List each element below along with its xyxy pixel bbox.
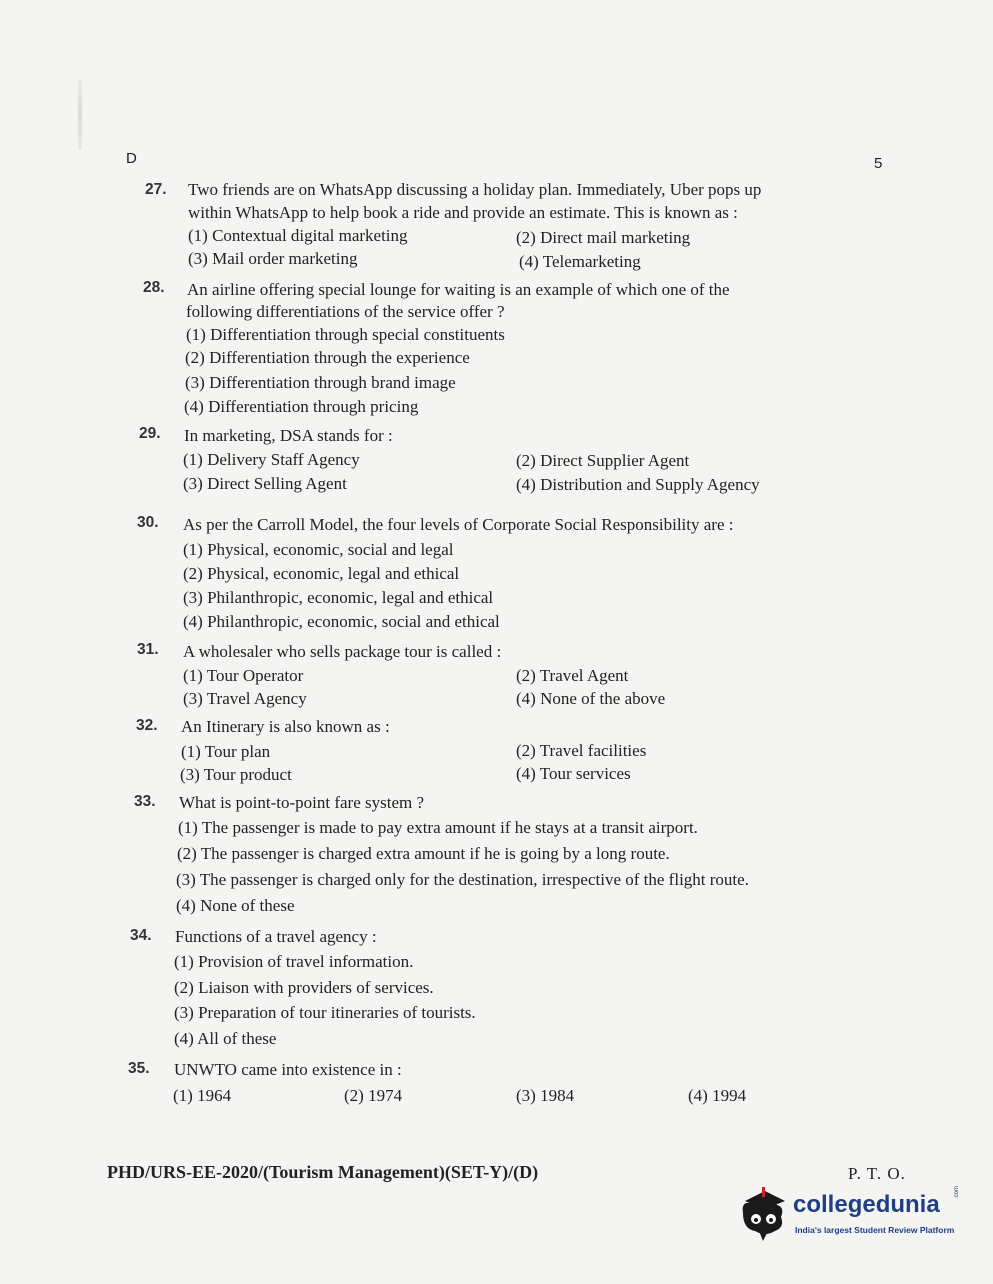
option: (2) The passenger is charged extra amount if he is going by a long route. bbox=[177, 844, 670, 863]
question-number: 30. bbox=[137, 514, 159, 531]
question-number: 33. bbox=[134, 793, 156, 810]
option: (4) None of the above bbox=[516, 689, 666, 708]
question-text: An Itinerary is also known as : bbox=[181, 717, 390, 736]
option: (2) Liaison with providers of services. bbox=[174, 978, 434, 997]
question-text: UNWTO came into existence in : bbox=[174, 1060, 402, 1079]
option: (2) Differentiation through the experience bbox=[185, 348, 470, 367]
question-number: 27. bbox=[145, 181, 167, 198]
question-number: 31. bbox=[137, 641, 159, 658]
option: (1) Provision of travel information. bbox=[174, 952, 414, 971]
question-text: following differentiations of the service offer ? bbox=[186, 302, 505, 321]
option: (3) Differentiation through brand image bbox=[185, 373, 456, 392]
question-number: 28. bbox=[143, 279, 165, 296]
question-text: What is point-to-point fare system ? bbox=[179, 793, 425, 812]
brand-dotcom: .com bbox=[954, 1185, 960, 1199]
option: (1) Delivery Staff Agency bbox=[183, 450, 360, 469]
option: (1) Physical, economic, social and legal bbox=[183, 540, 454, 559]
option: (1) Contextual digital marketing bbox=[188, 226, 408, 245]
option: (4) All of these bbox=[174, 1029, 277, 1048]
paper-code: PHD/URS-EE-2020/(Tourism Management)(SET-Y)/(D) bbox=[107, 1162, 539, 1182]
option: (2) Physical, economic, legal and ethical bbox=[183, 564, 460, 583]
option: (2) Travel Agent bbox=[516, 666, 629, 685]
option: (2) 1974 bbox=[344, 1086, 403, 1105]
option: (1) 1964 bbox=[173, 1086, 232, 1105]
option: (2) Travel facilities bbox=[516, 741, 647, 760]
question-text: In marketing, DSA stands for : bbox=[184, 426, 393, 445]
option: (1) Differentiation through special constituents bbox=[186, 325, 505, 344]
question-text: Two friends are on WhatsApp discussing a holiday plan. Immediately, Uber pops up bbox=[188, 180, 762, 199]
page-number: 5 bbox=[874, 155, 883, 172]
option: (2) Direct Supplier Agent bbox=[516, 451, 690, 470]
option: (4) Distribution and Supply Agency bbox=[516, 475, 760, 494]
option: (3) Direct Selling Agent bbox=[183, 474, 347, 493]
option: (3) Mail order marketing bbox=[188, 249, 358, 268]
brand-name: collegedunia bbox=[793, 1191, 940, 1218]
question-number: 35. bbox=[128, 1060, 150, 1077]
question-text: within WhatsApp to help book a ride and provide an estimate. This is known as : bbox=[188, 203, 738, 222]
option: (3) Philanthropic, economic, legal and ethical bbox=[183, 588, 494, 607]
option: (4) Tour services bbox=[516, 764, 631, 783]
set-letter: D bbox=[126, 150, 137, 167]
option: (3) 1984 bbox=[516, 1086, 575, 1105]
pto-label: P. T. O. bbox=[848, 1164, 906, 1183]
option: (1) The passenger is made to pay extra amount if he stays at a transit airport. bbox=[178, 818, 698, 837]
brand-tagline: India's largest Student Review Platform bbox=[795, 1225, 955, 1235]
option: (3) The passenger is charged only for the destination, irrespective of the flight route. bbox=[176, 870, 749, 889]
option: (4) Philanthropic, economic, social and ethical bbox=[183, 612, 500, 631]
mascot-icon bbox=[735, 1183, 791, 1243]
question-text: A wholesaler who sells package tour is called : bbox=[183, 642, 502, 661]
option: (3) Travel Agency bbox=[183, 689, 307, 708]
option: (4) Telemarketing bbox=[519, 252, 641, 271]
option: (1) Tour Operator bbox=[183, 666, 304, 685]
option: (4) 1994 bbox=[688, 1086, 747, 1105]
question-text: An airline offering special lounge for waiting is an example of which one of the bbox=[187, 280, 730, 299]
option: (3) Preparation of tour itineraries of tourists. bbox=[174, 1003, 476, 1022]
scan-artifact bbox=[78, 80, 82, 150]
option: (1) Tour plan bbox=[181, 742, 271, 761]
question-number: 34. bbox=[130, 927, 152, 944]
question-text: As per the Carroll Model, the four levels of Corporate Social Responsibility are : bbox=[183, 515, 734, 534]
option: (2) Direct mail marketing bbox=[516, 228, 691, 247]
option: (3) Tour product bbox=[180, 765, 292, 784]
question-number: 29. bbox=[139, 425, 161, 442]
question-text: Functions of a travel agency : bbox=[175, 927, 377, 946]
option: (4) Differentiation through pricing bbox=[184, 397, 419, 416]
collegedunia-watermark bbox=[735, 1183, 965, 1245]
option: (4) None of these bbox=[176, 896, 295, 915]
question-number: 32. bbox=[136, 717, 158, 734]
